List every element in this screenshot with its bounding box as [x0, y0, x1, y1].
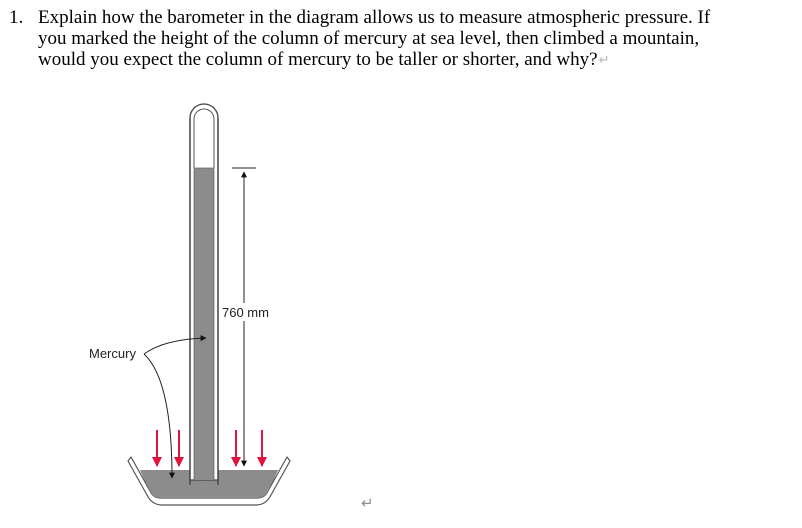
question-line-3-text: would you expect the column of mercury to be taller or shorter, and why? — [38, 49, 598, 70]
return-mark-icon: ↵ — [598, 53, 610, 68]
paragraph-return-icon: ↵ — [361, 494, 374, 512]
question-number: 1. — [9, 7, 24, 28]
question-line-2: you marked the height of the column of mercury at sea level, then climbed a mountain, — [38, 28, 700, 49]
question-line-1: Explain how the barometer in the diagram allows us to measure atmospheric pressure. If — [38, 7, 711, 28]
height-label: 760 mm — [222, 305, 269, 320]
tube-mercury-column — [194, 168, 214, 480]
mercury-label: Mercury — [89, 346, 136, 361]
